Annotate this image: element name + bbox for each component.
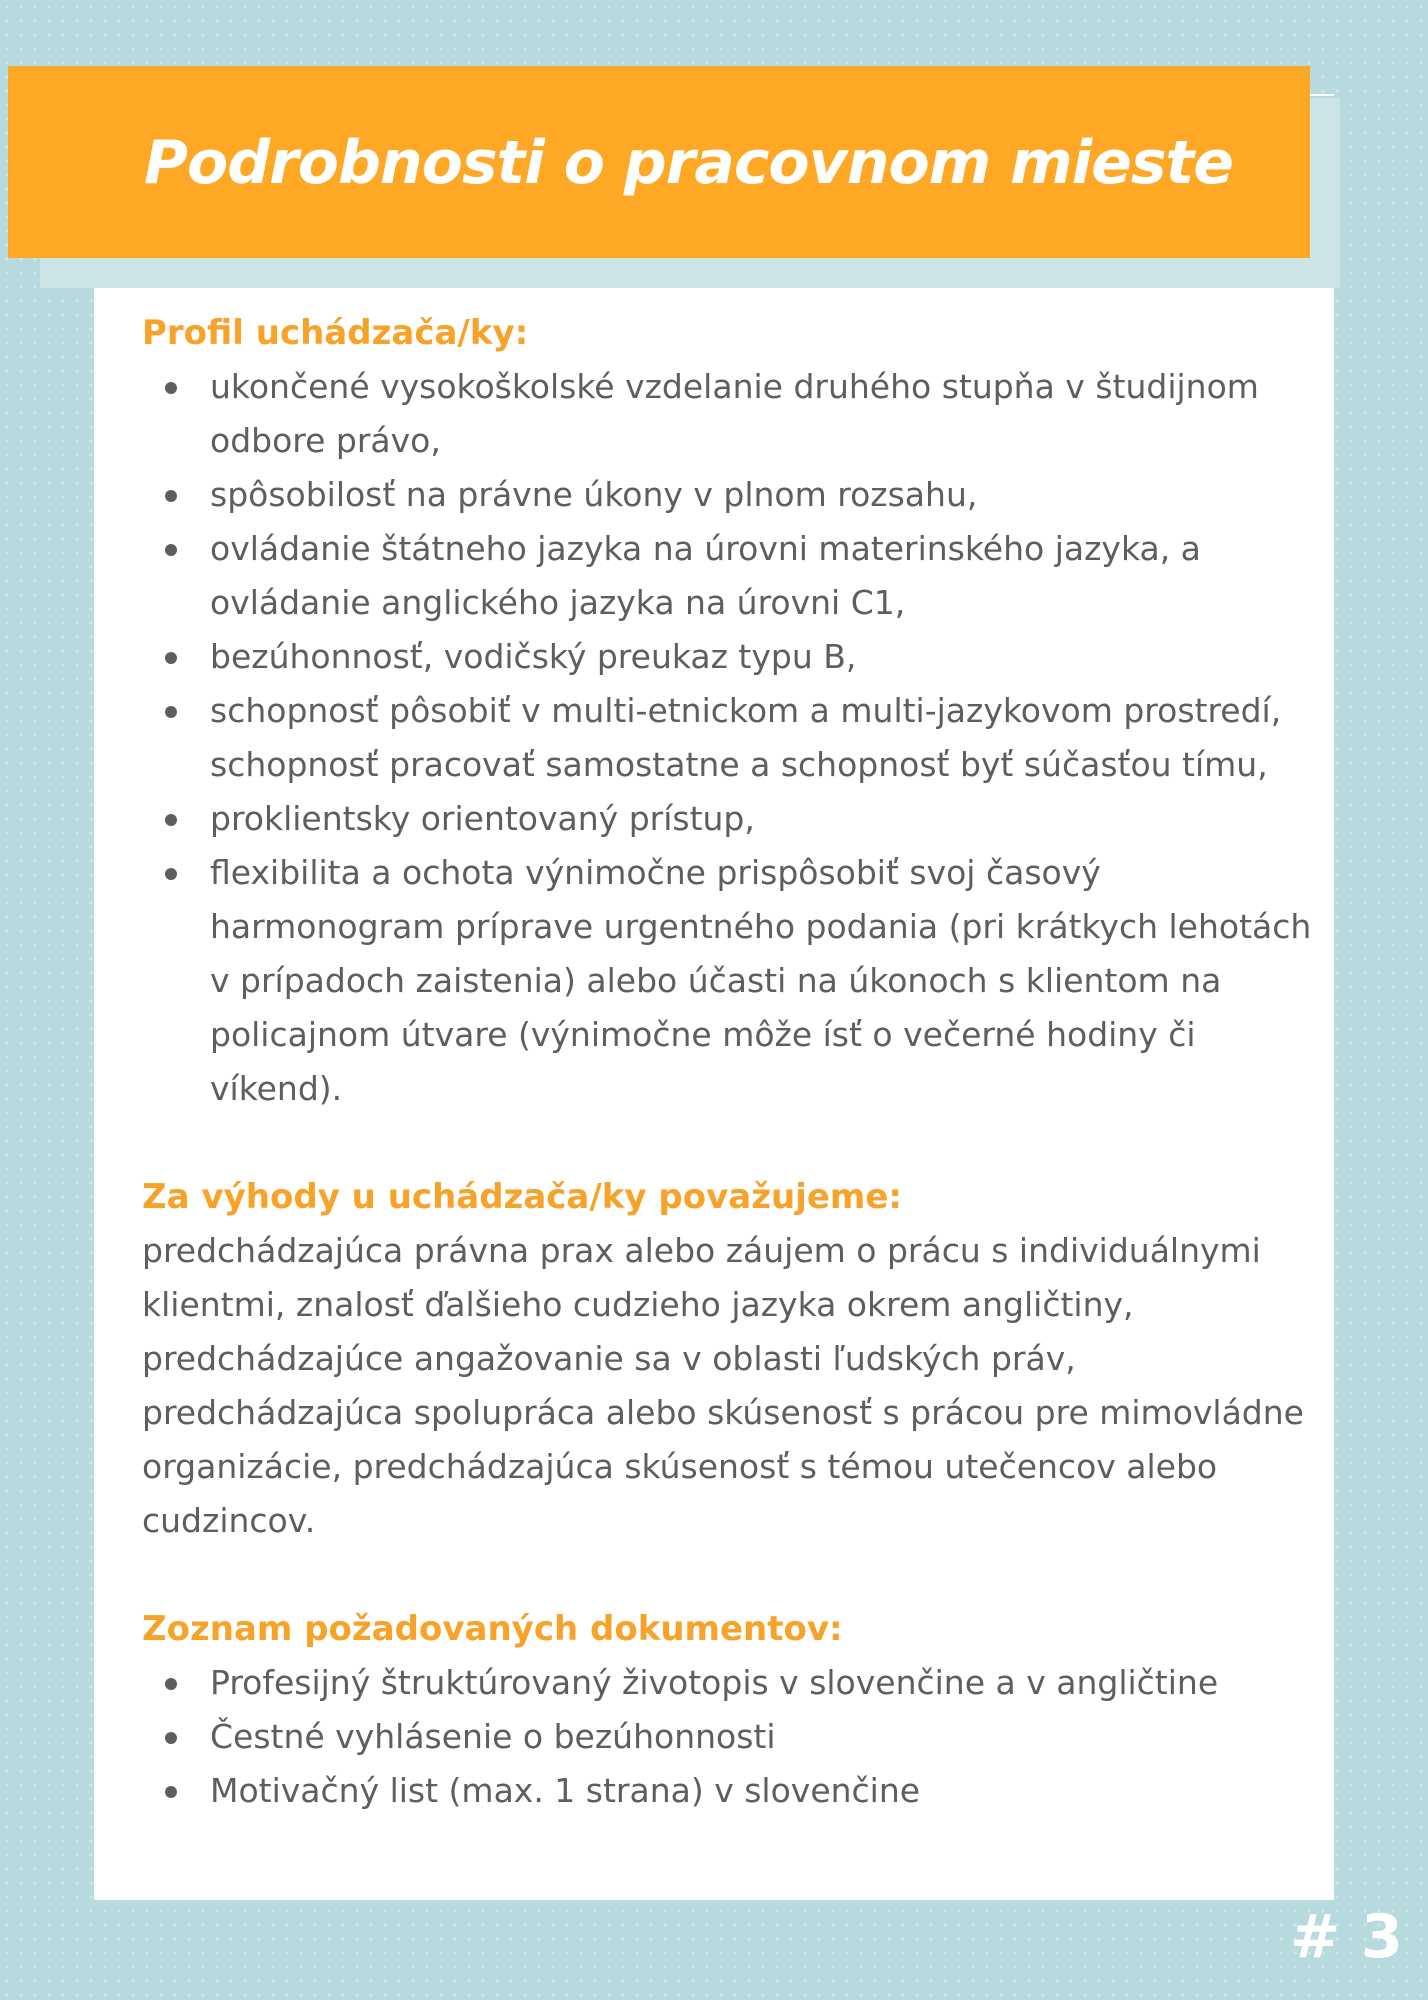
- profile-heading: Profil uchádzača/ky:: [142, 313, 529, 353]
- spacer: [142, 1548, 1332, 1602]
- list-item: Čestné vyhlásenie o bezúhonnosti: [142, 1710, 1332, 1764]
- list-item: spôsobilosť na právne úkony v plnom rozsahu,: [142, 468, 1332, 522]
- content: [142, 306, 1332, 1818]
- list-item: Profesijný štruktúrovaný životopis v slovenčine a v angličtine: [142, 1656, 1332, 1710]
- spacer: [142, 1116, 1332, 1170]
- list-item: flexibilita a ochota výnimočne prispôsobiť svoj časový harmonogram príprave urgentného podania (pri krátkych lehotách v prípadoch zaistenia) alebo účasti na úkonoch s klientom na policajnom útvare (výnimočne môže ísť o večerné hodiny či víkend).: [142, 846, 1332, 1116]
- list-item: Motivačný list (max. 1 strana) v slovenčine: [142, 1764, 1332, 1818]
- documents-list: [142, 1656, 1332, 1818]
- header-banner: [8, 66, 1310, 258]
- list-item: bezúhonnosť, vodičský preukaz typu B,: [142, 630, 1332, 684]
- profile-list: [142, 360, 1332, 1116]
- advantages-text: predchádzajúca právna prax alebo záujem o prácu s individuálnymi klientmi, znalosť ďalšieho cudzieho jazyka okrem angličtiny, predchádzajúce angažovanie sa v oblasti ľudských práv, predchádzajúca spolupráca alebo skúsenosť s prácou pre mimovládne organizácie, predchádzajúca skúsenosť s témou utečencov alebo cudzincov.: [142, 1231, 1304, 1540]
- list-item: ukončené vysokoškolské vzdelanie druhého stupňa v študijnom odbore právo,: [142, 360, 1332, 468]
- list-item: proklientsky orientovaný prístup,: [142, 792, 1332, 846]
- documents-heading: Zoznam požadovaných dokumentov:: [142, 1609, 843, 1649]
- advantages-heading: Za výhody u uchádzača/ky považujeme:: [142, 1177, 903, 1217]
- list-item: schopnosť pôsobiť v multi-etnickom a multi-jazykovom prostredí, schopnosť pracovať samostatne a schopnosť byť súčasťou tímu,: [142, 684, 1332, 792]
- page-number: # 3: [1290, 1902, 1403, 1972]
- page-title: Podrobnosti o pracovnom mieste: [144, 128, 1233, 198]
- decorative-line: [1310, 94, 1334, 96]
- list-item: ovládanie štátneho jazyka na úrovni materinského jazyka, a ovládanie anglického jazyka na úrovni C1,: [142, 522, 1332, 630]
